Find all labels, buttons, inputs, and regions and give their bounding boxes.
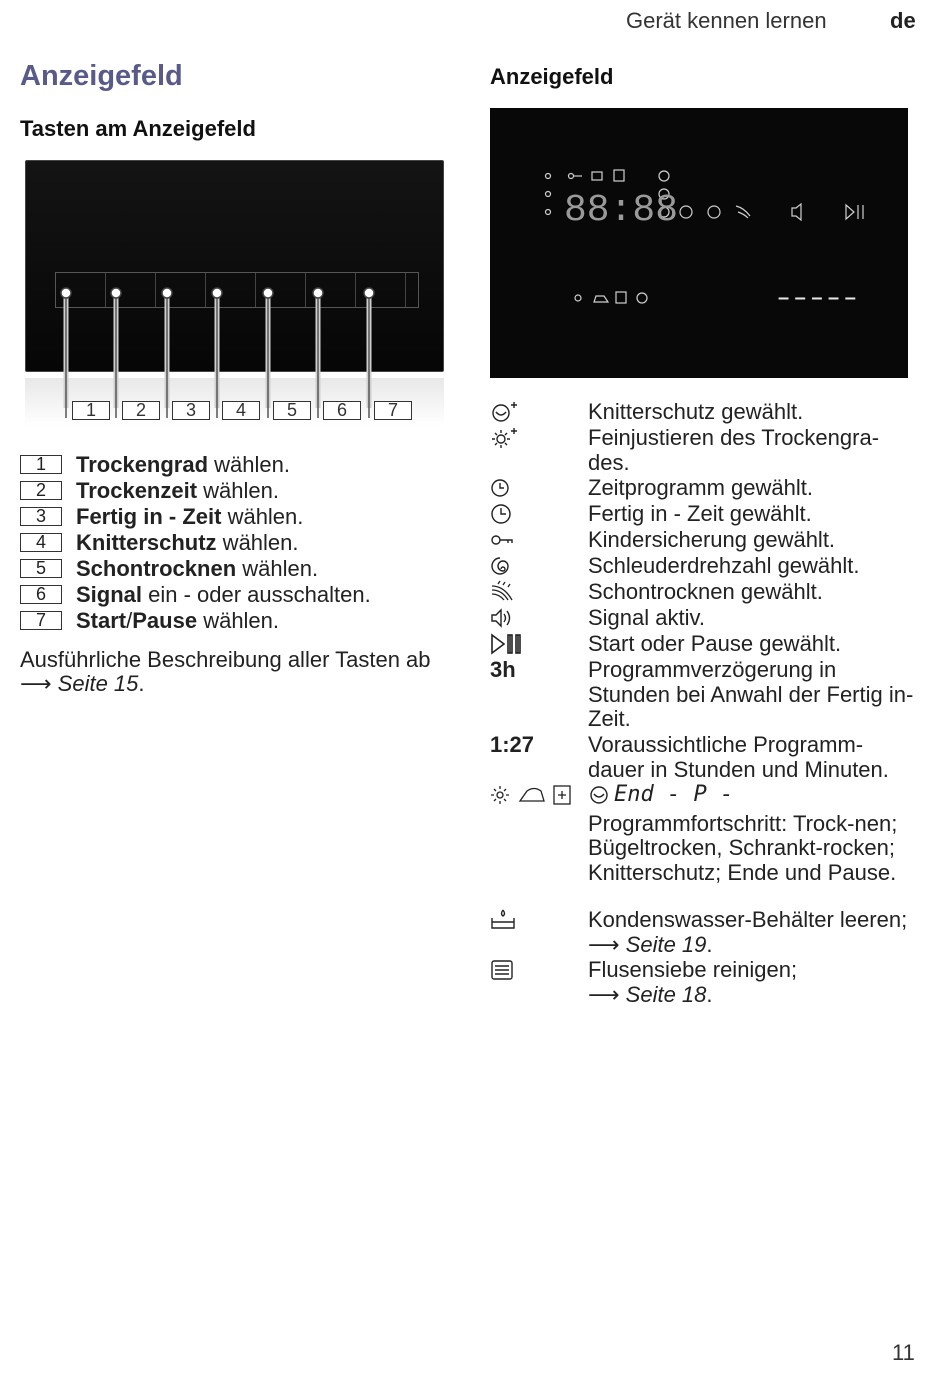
page-title: Anzeigefeld: [20, 60, 183, 92]
running-header-section: Gerät kennen lernen: [626, 8, 827, 33]
feinjustieren-icon: [490, 426, 520, 450]
legend-row: End - P - Programmfortschritt: Trock-nen; Bügeltrocken, Schrankt-rocken; Knitterschutz; Ende und Pause.: [490, 783, 930, 908]
reference-note: Ausführliche Beschreibung aller Tasten ab ⟶ Seite 15.: [20, 647, 431, 696]
page-link[interactable]: Seite 15: [57, 671, 139, 696]
legend-row: 3h Programmverzögerung in Stunden bei Anwahl der Fertig in-Zeit.: [490, 657, 914, 731]
list-item: 4 Knitterschutz wählen.: [20, 530, 460, 556]
water-container-icon: [490, 908, 520, 932]
display-icons: [490, 108, 908, 378]
callout-number-7: 7: [374, 401, 412, 420]
legend-row: Flusensiebe reinigen; ⟶ Seite 18.: [490, 958, 930, 1008]
knitterschutz-icon: [588, 784, 610, 806]
callout-number-3: 3: [172, 401, 210, 420]
list-item: 3 Fertig in - Zeit wählen.: [20, 504, 460, 530]
callout-number-6: 6: [323, 401, 361, 420]
list-item: 2 Trockenzeit wählen.: [20, 478, 460, 504]
right-heading: Anzeigefeld: [490, 64, 614, 89]
legend-row: Feinjustieren des Trockengra-des.: [490, 426, 930, 476]
legend-row: Schleuderdrehzahl gewählt.: [490, 554, 930, 580]
display-dashes: – – – – –: [778, 287, 856, 309]
button-list: [20, 452, 460, 634]
list-item: 1 Trockengrad wählen.: [20, 452, 460, 478]
gentle-dry-icon: [490, 580, 520, 604]
left-heading: Tasten am Anzeigefeld: [20, 116, 256, 141]
callout-number-2: 2: [122, 401, 160, 420]
clock-small-icon: [490, 476, 520, 500]
list-item: 5 Schontrocknen wählen.: [20, 556, 460, 582]
page-link[interactable]: Seite 18: [625, 981, 707, 1007]
running-header-language: de: [890, 8, 916, 33]
symbol-legend: [490, 400, 930, 1008]
progress-icons: [490, 783, 586, 807]
knitterschutz-icon: [490, 400, 520, 424]
callout-number-5: 5: [273, 401, 311, 420]
list-item: 7 Start/Pause wählen.: [20, 608, 460, 634]
delay-label: 3h: [490, 657, 516, 682]
legend-row: Zeitprogramm gewählt.: [490, 476, 930, 502]
legend-row: Fertig in - Zeit gewählt.: [490, 502, 930, 528]
legend-row: Kindersicherung gewählt.: [490, 528, 930, 554]
list-item: 6 Signal ein - oder ausschalten.: [20, 582, 460, 608]
progress-symbols: End - P -: [614, 782, 734, 807]
legend-row: Start oder Pause gewählt.: [490, 632, 930, 658]
callout-number-4: 4: [222, 401, 260, 420]
page-number: 11: [892, 1340, 915, 1365]
display-digits: 88:88: [564, 189, 679, 232]
legend-row: 1:27 Voraussichtliche Programm-dauer in Stunden und Minuten.: [490, 732, 889, 782]
callout-number-1: 1: [72, 401, 110, 420]
duration-label: 1:27: [490, 732, 535, 757]
legend-row: Knitterschutz gewählt.: [490, 400, 930, 426]
legend-row: Kondenswasser-Behälter leeren; ⟶ Seite 19.: [490, 908, 930, 958]
start-pause-icon: [490, 632, 526, 656]
display-panel-illustration: [490, 108, 908, 378]
speaker-icon: [490, 606, 520, 630]
legend-row: Signal aktiv.: [490, 606, 930, 632]
page-link[interactable]: Seite 19: [625, 931, 707, 957]
filter-icon: [490, 958, 520, 982]
spin-icon: [490, 554, 520, 578]
key-icon: [490, 528, 520, 552]
legend-row: Schontrocknen gewählt.: [490, 580, 930, 606]
clock-icon: [490, 502, 520, 526]
